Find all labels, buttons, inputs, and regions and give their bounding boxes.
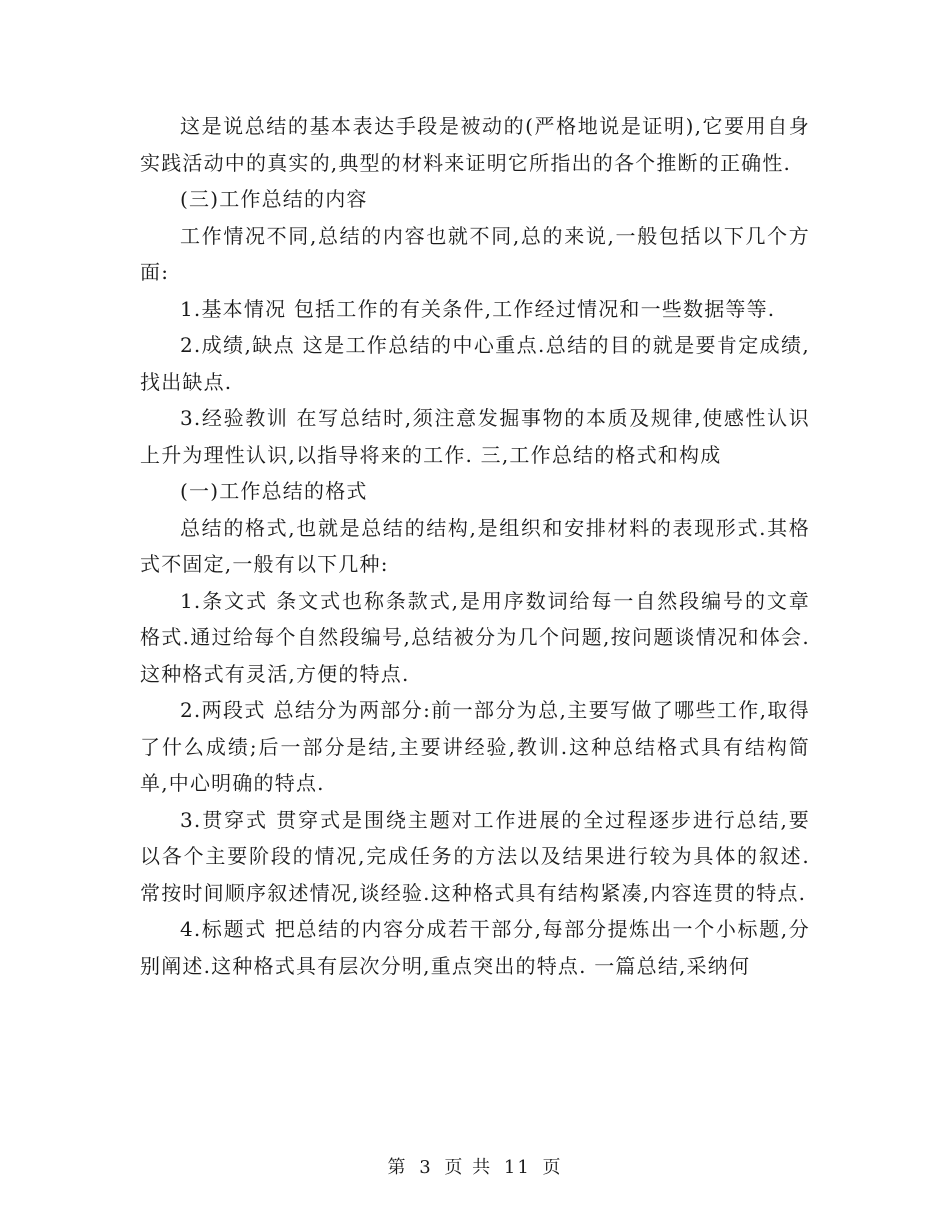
list-item: 3.经验教训 在写总结时,须注意发掘事物的本质及规律,使感性认识上升为理性认识,以指导将来的工作. 三,工作总结的格式和构成 [140, 406, 810, 467]
section-heading: (三)工作总结的内容 [180, 187, 368, 211]
footer-suffix: 页 [542, 1157, 563, 1178]
footer-current-page: 3 [419, 1157, 433, 1178]
paragraph: 总结的格式,也就是总结的结构,是组织和安排材料的表现形式.其格式不固定,一般有以下几种: [140, 515, 810, 576]
list-item: 1.条文式 条文式也称条款式,是用序数词给每一自然段编号的文章格式.通过给每个自然段编号,总结被分为几个问题,按问题谈情况和体会.这种格式有灵活,方便的特点. [140, 588, 810, 686]
list-item: 2.两段式 总结分为两部分:前一部分为总,主要写做了哪些工作,取得了什么成绩;后一部分是结,主要讲经验,教训.这种总结格式具有结构简单,中心明确的特点. [140, 698, 810, 795]
footer-middle: 页 共 [444, 1157, 493, 1178]
footer-prefix: 第 [387, 1157, 408, 1178]
list-item: 1.基本情况 包括工作的有关条件,工作经过情况和一些数据等等. [180, 296, 776, 321]
list-item: 3.贯穿式 贯穿式是围绕主题对工作进展的全过程逐步进行总结,要以各个主要阶段的情况,完成任务的方法以及结果进行较为具体的叙述.常按时间顺序叙述情况,谈经验.这种格式具有结构紧凑,内容连贯的特点. [140, 807, 810, 905]
paragraph: 这是说总结的基本表达手段是被动的(严格地说是证明),它要用自身实践活动中的真实的,典型的材料来证明它所指出的各个推断的正确性. [140, 114, 810, 175]
document-body [140, 108, 810, 984]
footer-total-pages: 11 [503, 1157, 531, 1178]
list-item: 4.标题式 把总结的内容分成若干部分,每部分提炼出一个小标题,分别阐述.这种格式具有层次分明,重点突出的特点. 一篇总结,采纳何 [140, 917, 810, 978]
page-footer [0, 1153, 950, 1179]
list-item: 2.成绩,缺点 这是工作总结的中心重点.总结的目的就是要肯定成绩,找出缺点. [140, 333, 810, 394]
paragraph: 工作情况不同,总结的内容也就不同,总的来说,一般包括以下几个方面: [140, 223, 810, 284]
section-heading: (一)工作总结的格式 [180, 479, 368, 503]
